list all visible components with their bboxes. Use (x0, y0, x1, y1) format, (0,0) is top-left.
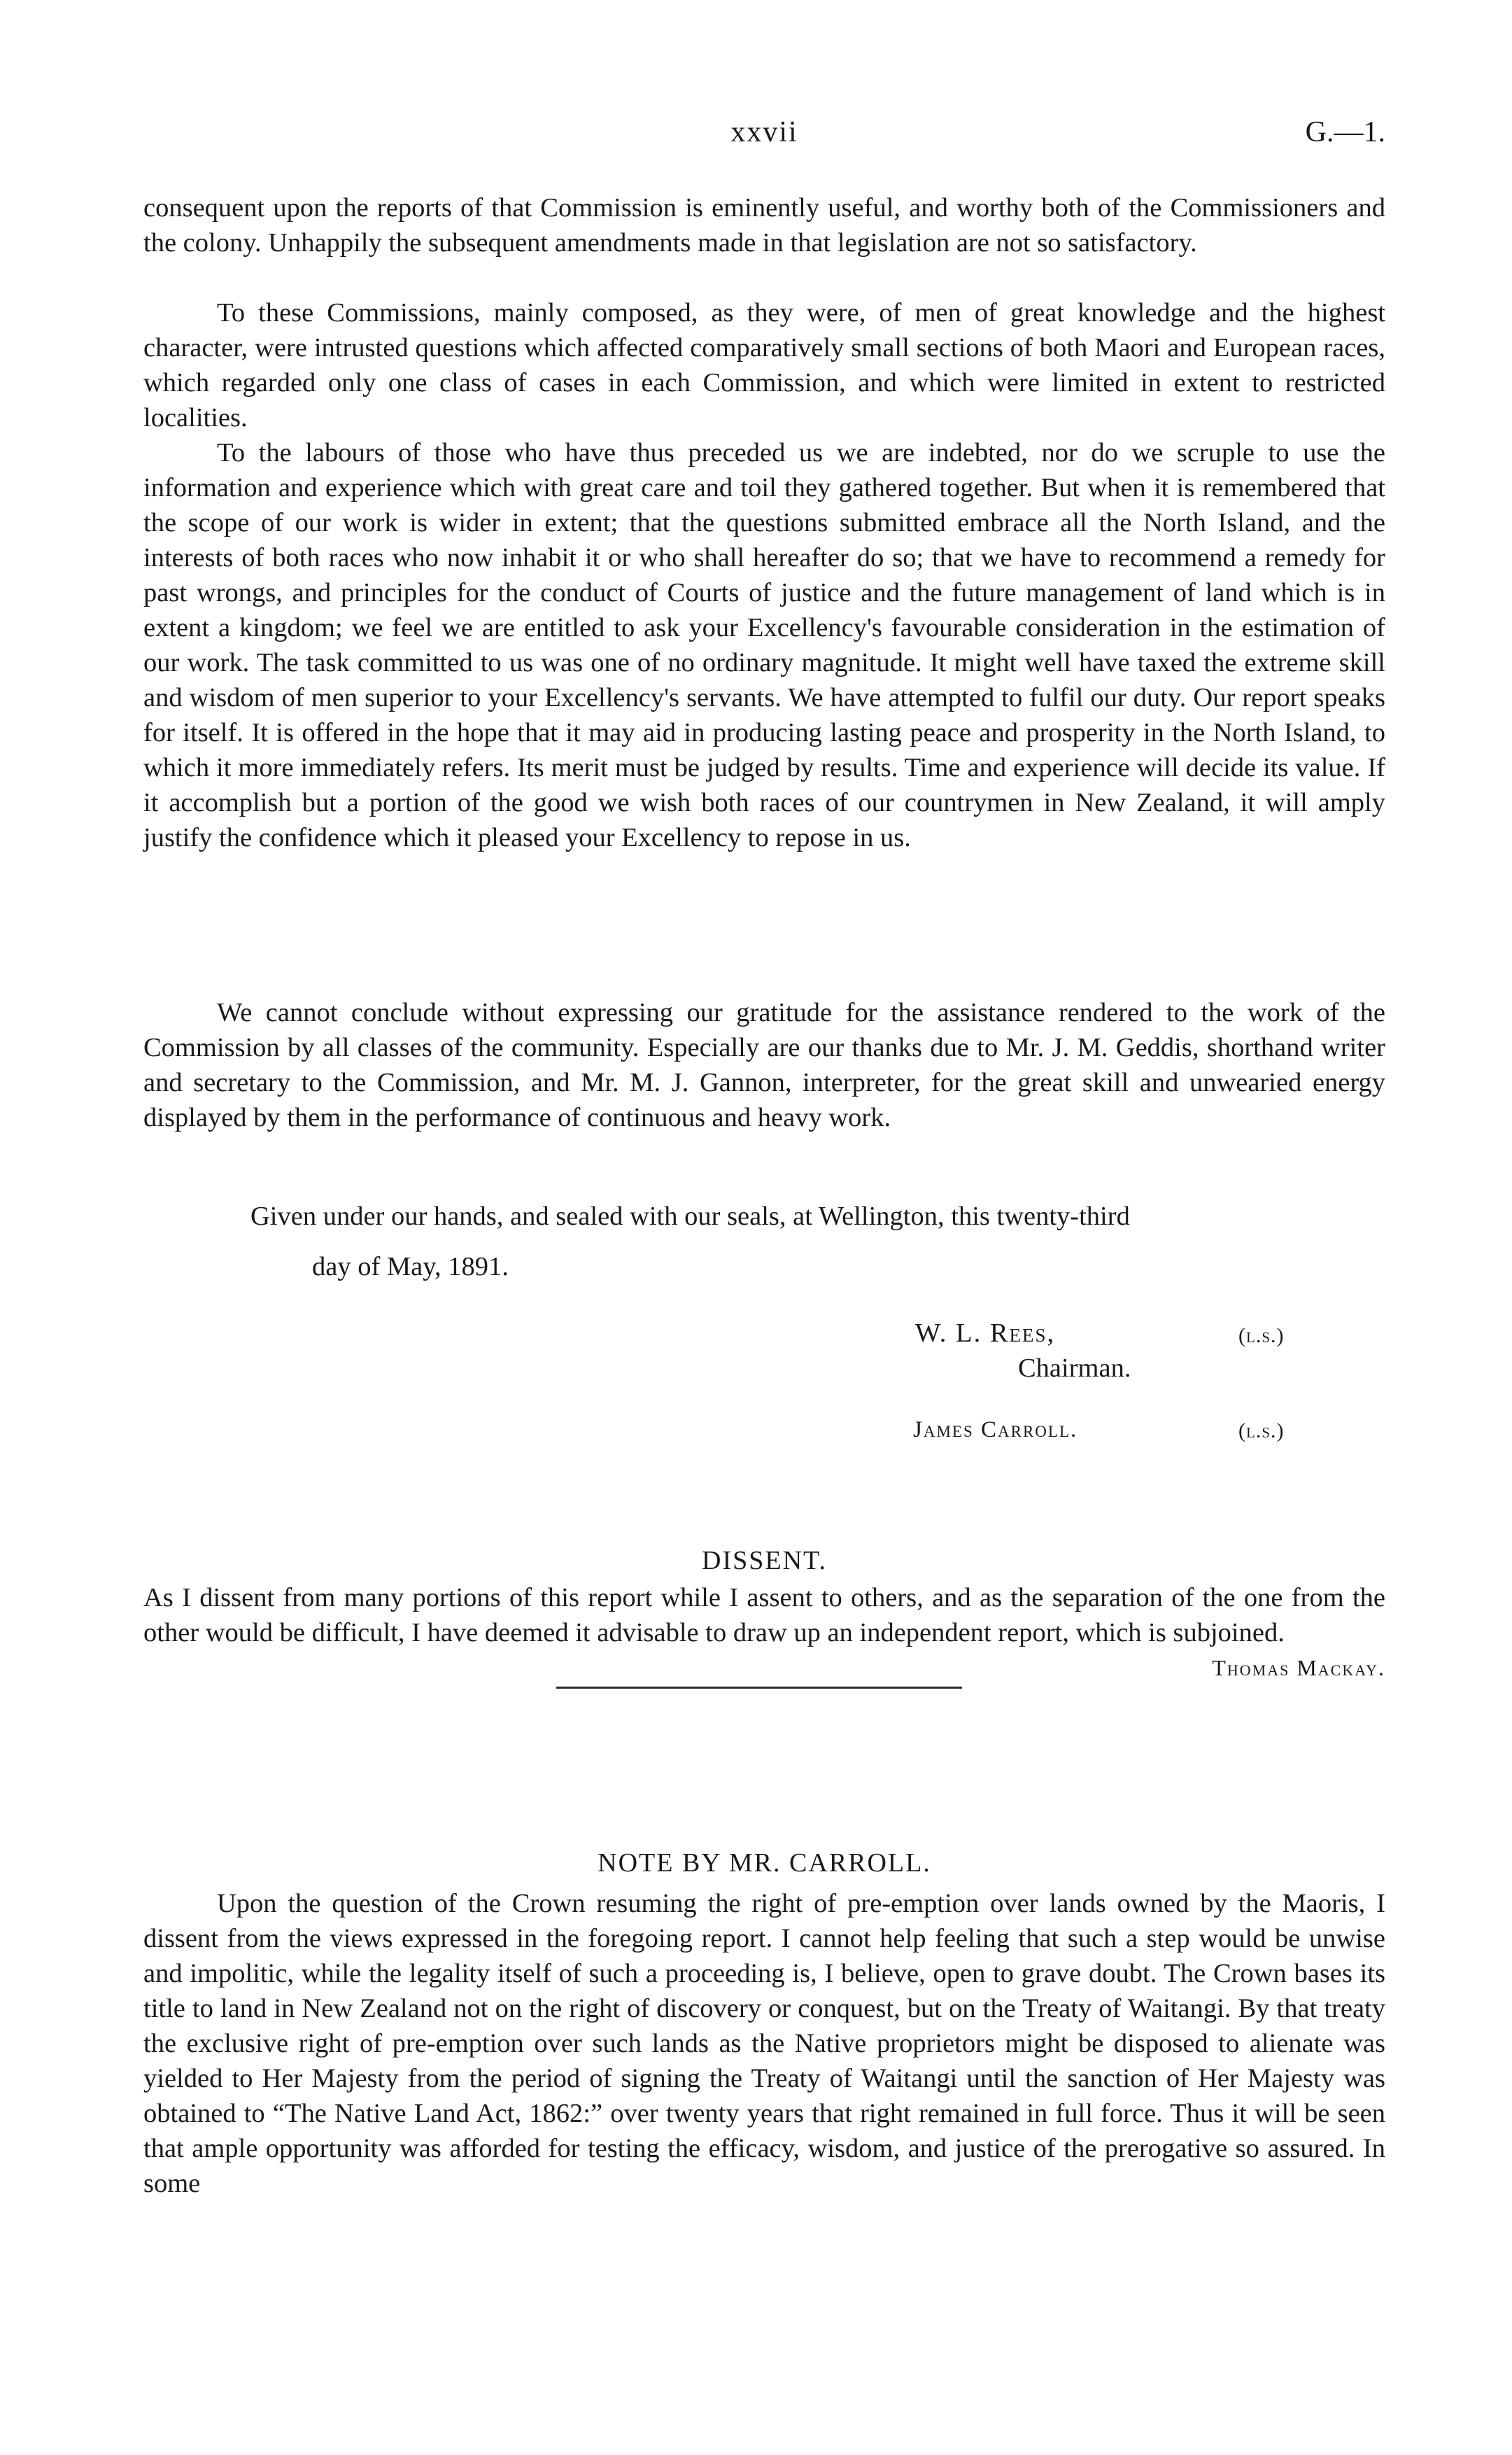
signature-rees-title: Chairman. (1018, 1353, 1131, 1383)
dissent-signature: Thomas Mackay. (1212, 1655, 1385, 1680)
section-divider (556, 1687, 962, 1689)
seal-mark-rees: (l.s.) (1238, 1324, 1285, 1347)
series-reference: G.—1. (1305, 116, 1385, 148)
page-number: xxvii (730, 116, 798, 148)
dissent-text: As I dissent from many portions of this report while I assent to others, and as the separation of the one from the other would be difficult, I have deemed it advisable to draw up an independent report, which is subjoined. (143, 1583, 1385, 1647)
given-line-1: Given under our hands, and sealed with our seals, at Wellington, this twenty-third (250, 1202, 1130, 1231)
page-header (143, 115, 1385, 157)
dissent-heading: DISSENT. (702, 1546, 827, 1575)
paragraph-labours-preceded: To the labours of those who have thus preceded us we are indebted, nor do we scruple to use the information and experience which with great care and toil they gathered together. But when it is remembered that the scope of our work is wider in extent; that the questions submitted embrace all the North Island, and the interests of both races who now inhabit it or who shall hereafter do so; that we have to recommend a remedy for past wrongs, and principles for the conduct of Courts of justice and the future management of land which is in extent a kingdom; we feel we are entitled to ask your Excellency's favourable consideration in the estimation of our work. The task committed to us was one of no ordinary magnitude. It might well have taxed the extreme skill and wisdom of men superior to your Excellency's servants. We have attempted to fulfil our duty. Our report speaks for itself. It is offered in the hope that it may aid in producing lasting peace and prosperity in the North Island, to which it more immediately refers. Its merit must be judged by results. Time and experience will decide its value. If it accomplish but a portion of the good we wish both races of our countrymen in New Zealand, it will amply justify the confidence which it pleased your Excellency to repose in us. (143, 438, 1385, 852)
signature-rees-name: W. L. Rees, (915, 1318, 1056, 1348)
dissent-paragraph (143, 1580, 1385, 1685)
given-line-2: day of May, 1891. (312, 1252, 509, 1281)
signature-carroll-name: James Carroll. (913, 1417, 1078, 1442)
paragraph-commission-usefulness: consequent upon the reports of that Commission is eminently useful, and worthy both of the Commissioners and the colony. Unhappily the subsequent amendments made in that legislation are not so satisfactory. (143, 193, 1385, 258)
paragraph-gratitude: We cannot conclude without expressing our gratitude for the assistance rendered to the work of the Commission by all classes of the community. Especially are our thanks due to Mr. J. M. Geddis, shorthand writer and secretary to the Commission, and Mr. M. J. Gannon, interpreter, for the great skill and unwearied energy displayed by them in the performance of continuous and heavy work. (143, 998, 1385, 1132)
given-under-hands (250, 1191, 1370, 1292)
seal-mark-carroll: (l.s.) (1238, 1419, 1285, 1442)
note-paragraph: Upon the question of the Crown resuming the right of pre-emption over lands owned by the Maoris, I dissent from the views expressed in the foregoing report. I cannot help feeling that such a step would be unwise and impolitic, while the legality itself of such a proceeding is, I believe, open to grave doubt. The Crown bases its title to land in New Zealand not on the right of discovery or conquest, but on the Treaty of Waitangi. By that treaty the exclusive right of pre-emption over such lands as the Native proprietors might be disposed to alienate was yielded to Her Majesty from the period of signing the Treaty of Waitangi until the sanction of Her Majesty was obtained to “The Native Land Act, 1862:” over twenty years that right remained in full force. Thus it will be seen that ample opportunity was afforded for testing the efficacy, wisdom, and justice of the prerogative so assured. In some (143, 1889, 1385, 2198)
paragraph-previous-commissions: To these Commissions, mainly composed, as they were, of men of great knowledge and the highest character, were intrusted questions which affected comparatively small sections of both Maori and European races, which regarded only one class of cases in each Commission, and which were limited in extent to restricted localities. (143, 298, 1385, 432)
note-heading: NOTE BY MR. CARROLL. (598, 1848, 931, 1878)
